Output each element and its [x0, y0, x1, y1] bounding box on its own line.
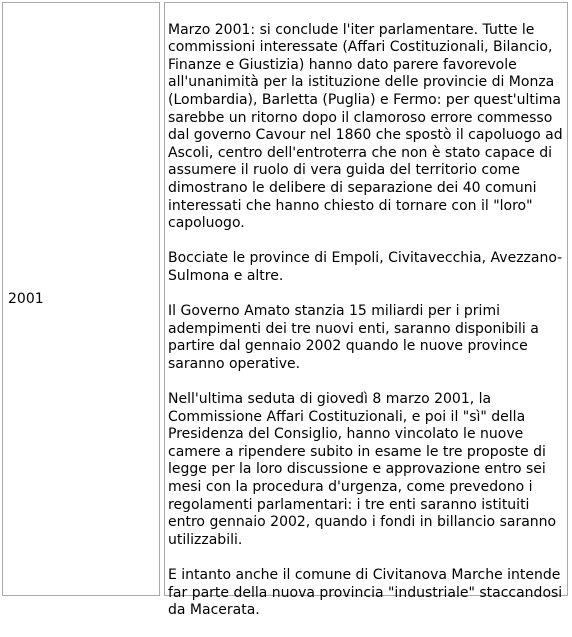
year-cell: [2, 2, 160, 596]
year-label: 2001: [8, 290, 44, 307]
paragraph-civitanova: E intanto anche il comune di Civitanova Marche intende far parte della nuova provincia "industriale" staccandosi da Macerata.: [168, 567, 563, 619]
paragraph-iter-parlamentare: Marzo 2001: si conclude l'iter parlamentare. Tutte le commissioni interessate (Affari Costituzionali, Bilancio, Finanze e Giustizia) hanno dato parere favorevole all'unanimità per la istituzione delle provincie di Monza (Lombardia), Barletta (Puglia) e Fermo: per quest'ultima sarebbe un ritorno dopo il clamoroso errore commesso dal governo Cavour nel 1860 che spostò il capoluogo ad Ascoli, centro dell'entroterra che non è stato capace di assumere il ruolo di vera guida del territorio come dimostrano le delibere di separazione dei 40 comuni interessati che hanno chiesto di tornare con il "loro" capoluogo.: [168, 21, 563, 232]
event-description-cell: [164, 2, 568, 619]
paragraph-seduta-commissione: Nell'ultima seduta di giovedì 8 marzo 2001, la Commissione Affari Costituzionali, e poi il "sì" della Presidenza del Consiglio, hanno vincolato le nuove camere a ripendere subito in esame le tre proposte di legge per la loro discussione e approvazione entro sei mesi con la procedura d'urgenza, come prevedono i regolamenti parlamentari: i tre enti saranno istituiti entro gennaio 2002, quando i fondi in billancio saranno utilizzabili.: [168, 391, 557, 548]
paragraph-province-bocciate: Bocciate le province di Empoli, Civitavecchia, Avezzano- Sulmona e altre.: [168, 250, 563, 284]
paragraph-stanziamento: Il Governo Amato stanzia 15 miliardi per i primi adempimenti dei tre nuovi enti, saranno disponibili a partire dal gennaio 2002 quando le nuove province saranno operative.: [168, 303, 539, 372]
